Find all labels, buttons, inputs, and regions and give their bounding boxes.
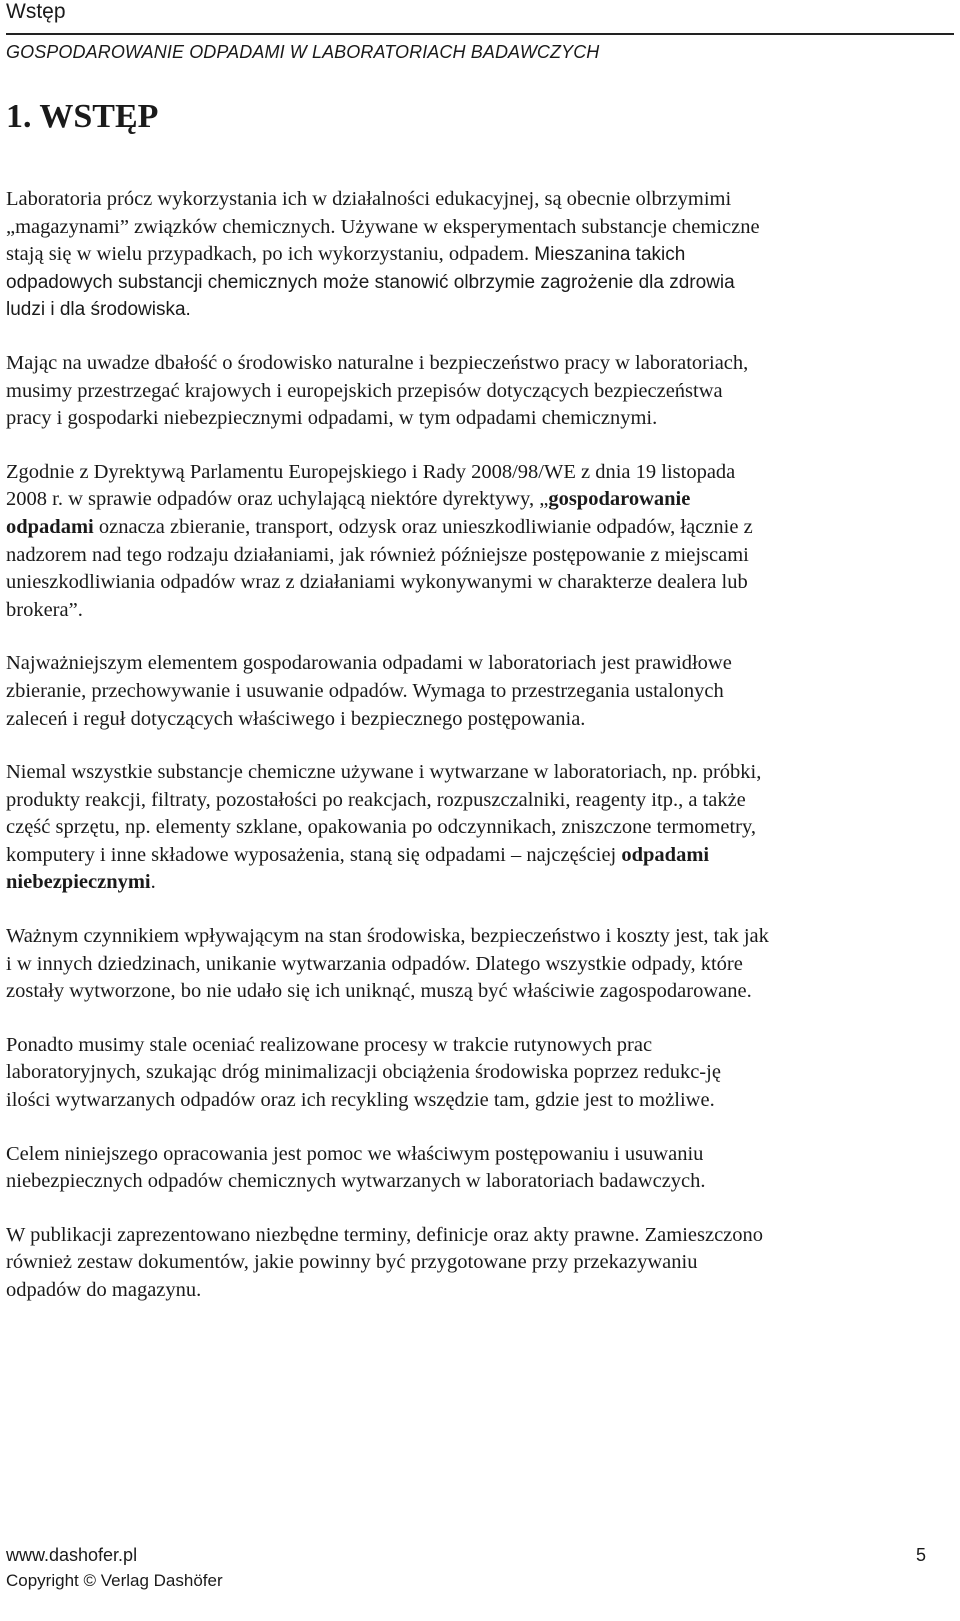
- paragraph-publication-contents: W publikacji zaprezentowano niezbędne terminy, definicje oraz akty prawne. Zamieszczono również zestaw dokumentów, jakie powinny być przygotowane przy przekazywaniu odpadów do magazynu.: [6, 1223, 764, 1301]
- running-section-title: Wstęp: [6, 0, 66, 23]
- paragraph-intro: [6, 186, 769, 324]
- footer-copyright: Copyright © Verlag Dashöfer: [6, 1571, 223, 1590]
- paragraph-substances: [6, 759, 769, 897]
- paragraph-regulations: Mając na uwadze dbałość o środowisko naturalne i bezpieczeństwo pracy w laboratoriach, musimy przestrzegać krajowych i europejskich przepisów dotyczących bezpieczeństwa pracy i gospodarki niebezpiecznymi odpadami, w tym odpadami chemicznymi.: [6, 351, 749, 430]
- footer-website: www.dashofer.pl: [6, 1545, 138, 1565]
- header-divider: [6, 33, 954, 35]
- paragraph-key-element: Najważniejszym elementem gospodarowania odpadami w laboratoriach jest prawidłowe zbieranie, przechowywanie i usuwanie odpadów. Wymaga to przestrzegania ustalonych zaleceń i reguł dotyczących właściwego i bezpiecznego postępowania.: [6, 652, 732, 730]
- substances-term: odpadami niebezpiecznymi: [6, 843, 710, 894]
- chapter-heading: 1. WSTĘP: [6, 98, 159, 135]
- directive-term: gospodarowanie odpadami: [6, 488, 691, 538]
- page-number: 5: [915, 1545, 926, 1565]
- substances-text-post: .: [150, 871, 156, 894]
- paragraph-intro-serif: Laboratoria prócz wykorzystania ich w działalności edukacyjnej, są obecnie olbrzymimi „magazynami” związków chemicznych. Używane w eksperymentach substancje chemiczne stają się w wielu przypadkach, po ich wykorzystaniu, odpadem.: [6, 188, 760, 266]
- paragraph-directive: [6, 459, 769, 625]
- page-footer: [6, 1542, 926, 1594]
- page-header: [6, 0, 954, 62]
- directive-text-post: oznacza zbieranie, transport, odzysk oraz unieszkodliwianie odpadów, łącznie z nadzorem nad tego rodzaju działaniami, jak również późniejsze postępowanie z miejscami unieszkodliwiania odpadów wraz z działaniami wykonywanymi w charakterze dealera lub brokera”.: [6, 515, 753, 621]
- paragraph-waste-prevention: Ważnym czynnikiem wpływającym na stan środowiska, bezpieczeństwo i koszty jest, tak jak i w innych dziedzinach, unikanie wytwarzania odpadów. Dlatego wszystkie odpady, które zostały wytworzone, bo nie udało się ich uniknąć, muszą być właściwie zagospodarowane.: [6, 925, 769, 1003]
- directive-text-pre: Zgodnie z Dyrektywą Parlamentu Europejskiego i Rady 2008/98/WE z dnia 19 listopada 2008 r. w sprawie odpadów oraz uchylającą niektóre dyrektywy, „: [6, 460, 736, 511]
- running-document-title: GOSPODAROWANIE ODPADAMI W LABORATORIACH BADAWCZYCH: [6, 42, 600, 62]
- paragraph-process-evaluation: Ponadto musimy stale oceniać realizowane procesy w trakcie rutynowych prac laboratoryjnych, szukając dróg minimalizacji obciążenia środowiska poprzez redukc-ję ilości wytwarzanych odpadów oraz ich recykling wszędzie tam, gdzie jest to możliwe.: [6, 1033, 721, 1112]
- paragraph-intro-sans: Mieszanina takich odpadowych substancji chemicznych może stanowić olbrzymie zagrożenie dla zdrowia ludzi i dla środowiska.: [6, 244, 735, 321]
- substances-text-pre: Niemal wszystkie substancje chemiczne używane i wytwarzane w laboratoriach, np. próbki, produkty reakcji, filtraty, pozostałości po reakcjach, rozpuszczalniki, reagenty itp., a także część sprzętu, np. elementy szklane, opakowania po odczynnikach, zniszczone termometry, komputery i inne składowe wyposażenia, staną się odpadami – najczęściej: [6, 761, 762, 866]
- paragraph-purpose: Celem niniejszego opracowania jest pomoc we właściwym postępowaniu i usuwaniu niebezpiecznych odpadów chemicznych wytwarzanych w laboratoriach badawczych.: [6, 1142, 706, 1193]
- body-text: [6, 186, 769, 1331]
